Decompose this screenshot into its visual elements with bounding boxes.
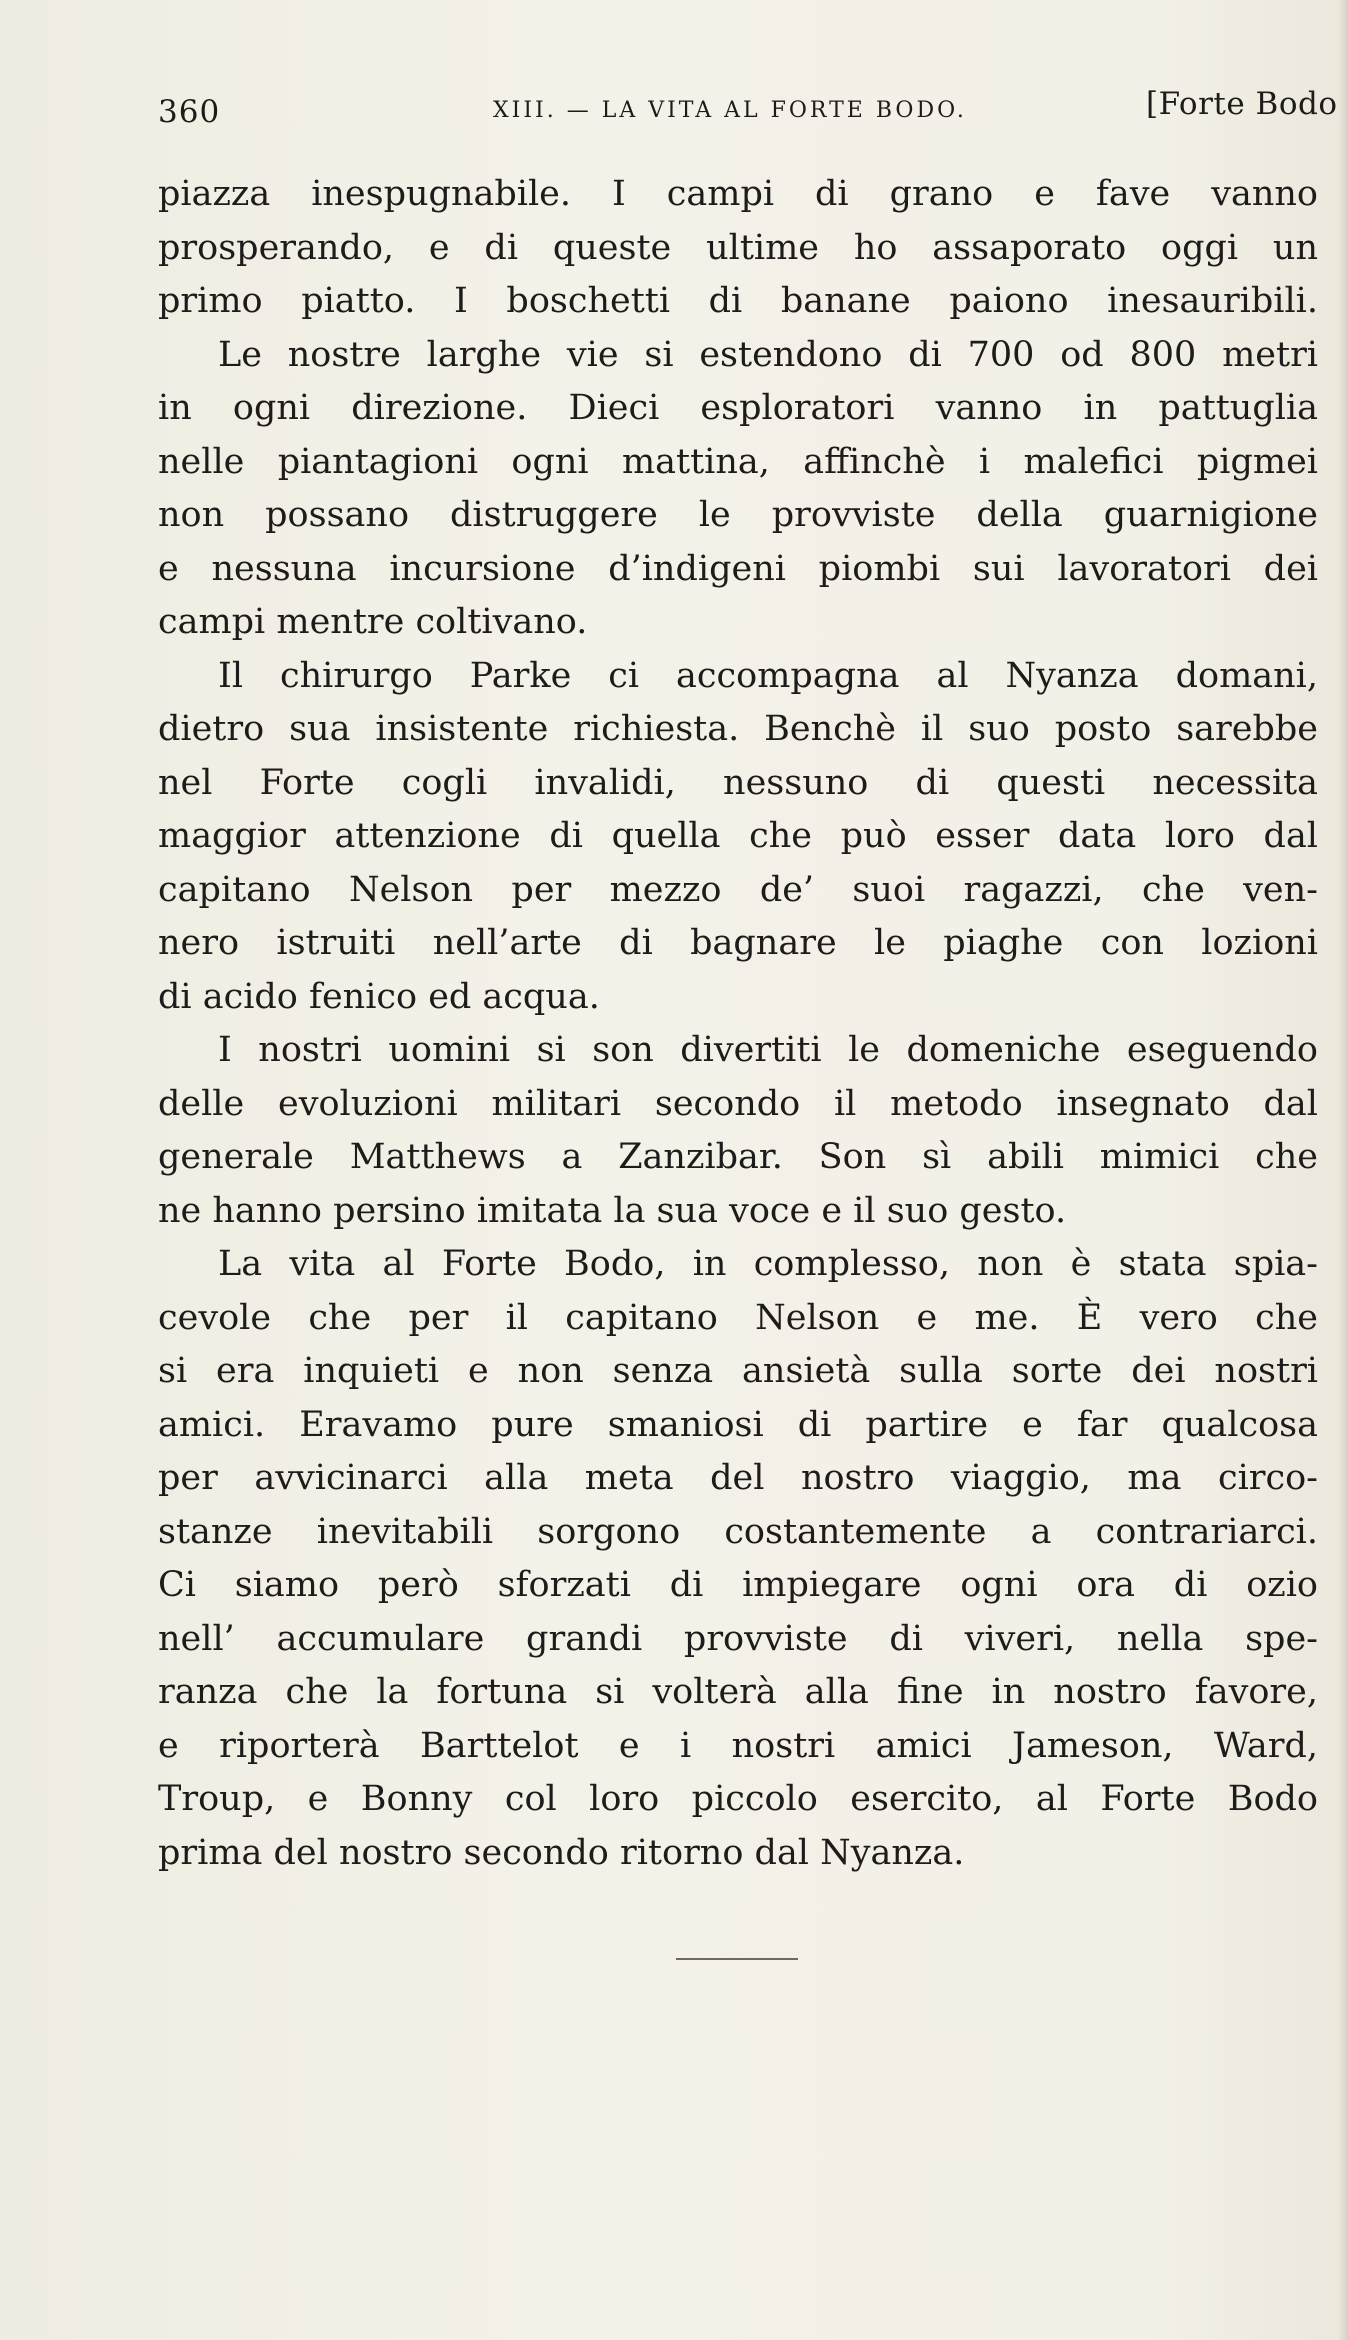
text-line: nero istruiti nell’arte di bagnare le piaghe con lozioni — [158, 923, 1318, 963]
paragraph-start-line: Il chirurgo Parke ci accompagna al Nyanza domani, — [218, 655, 1318, 696]
paragraph-start-line: I nostri uomini si son divertiti le domeniche eseguendo — [218, 1030, 1318, 1070]
paragraph-start-line: Le nostre larghe vie si estendono di 700 od 800 metri — [218, 334, 1318, 375]
text-line: ranza che la fortuna si volterà alla fine in nostro favore, — [158, 1672, 1318, 1712]
text-line: per avvicinarci alla meta del nostro viaggio, ma circo- — [158, 1458, 1318, 1498]
section-divider — [676, 1958, 798, 1960]
text-line: non possano distruggere le provviste della guarnigione — [158, 495, 1318, 535]
text-line: capitano Nelson per mezzo de’ suoi ragazzi, che ven- — [158, 869, 1318, 910]
text-line: nell’ accumulare grandi provviste di viveri, nella spe- — [158, 1618, 1318, 1659]
paragraph-end-line: campi mentre coltivano. — [158, 602, 588, 642]
text-line: piazza inespugnabile. I campi di grano e fave vanno — [158, 174, 1318, 214]
text-line: prosperando, e di queste ultime ho assaporato oggi un — [158, 227, 1318, 268]
text-line: nel Forte cogli invalidi, nessuno di questi necessita — [158, 762, 1318, 803]
page-number: 360 — [158, 94, 221, 130]
text-line: in ogni direzione. Dieci esploratori vanno in pattuglia — [158, 388, 1318, 428]
body-text — [158, 168, 1318, 1880]
text-line: delle evoluzioni militari secondo il metodo insegnato dal — [158, 1083, 1318, 1124]
text-line: e riporterà Barttelot e i nostri amici Jameson, Ward, — [158, 1725, 1318, 1766]
section-tag: [Forte Bodo — [1146, 86, 1338, 122]
text-line: Troup, e Bonny col loro piccolo esercito, al Forte Bodo — [158, 1779, 1318, 1819]
paragraph-end-line: di acido fenico ed acqua. — [158, 976, 600, 1017]
text-line: primo piatto. I boschetti di banane paiono inesauribili. — [158, 281, 1318, 321]
text-line: nelle piantagioni ogni mattina, affinchè i malefici pigmei — [158, 441, 1318, 482]
paragraph-start-line: La vita al Forte Bodo, in complesso, non è stata spia- — [218, 1244, 1318, 1284]
text-line: amici. Eravamo pure smaniosi di partire e far qualcosa — [158, 1404, 1318, 1445]
text-line: stanze inevitabili sorgono costantemente a contrariarci. — [158, 1511, 1318, 1552]
running-head: XIII. — LA VITA AL FORTE BODO. — [493, 98, 967, 123]
page-edge-shadow — [1338, 0, 1348, 2340]
text-line: cevole che per il capitano Nelson e me. È vero che — [158, 1297, 1318, 1338]
text-line: Ci siamo però sforzati di impiegare ogni ora di ozio — [158, 1565, 1318, 1605]
page-header — [158, 86, 1338, 136]
text-line: dietro sua insistente richiesta. Benchè il suo posto sarebbe — [158, 709, 1318, 749]
text-line: maggior attenzione di quella che può esser data loro dal — [158, 816, 1318, 856]
text-line: si era inquieti e non senza ansietà sulla sorte dei nostri — [158, 1351, 1318, 1391]
paragraph-end-line: ne hanno persino imitata la sua voce e il suo gesto. — [158, 1190, 1067, 1231]
paragraph-end-line: prima del nostro secondo ritorno dal Nyanza. — [158, 1832, 965, 1873]
text-line: generale Matthews a Zanzibar. Son sì abili mimici che — [158, 1137, 1318, 1177]
text-line: e nessuna incursione d’indigeni piombi sui lavoratori dei — [158, 548, 1318, 589]
